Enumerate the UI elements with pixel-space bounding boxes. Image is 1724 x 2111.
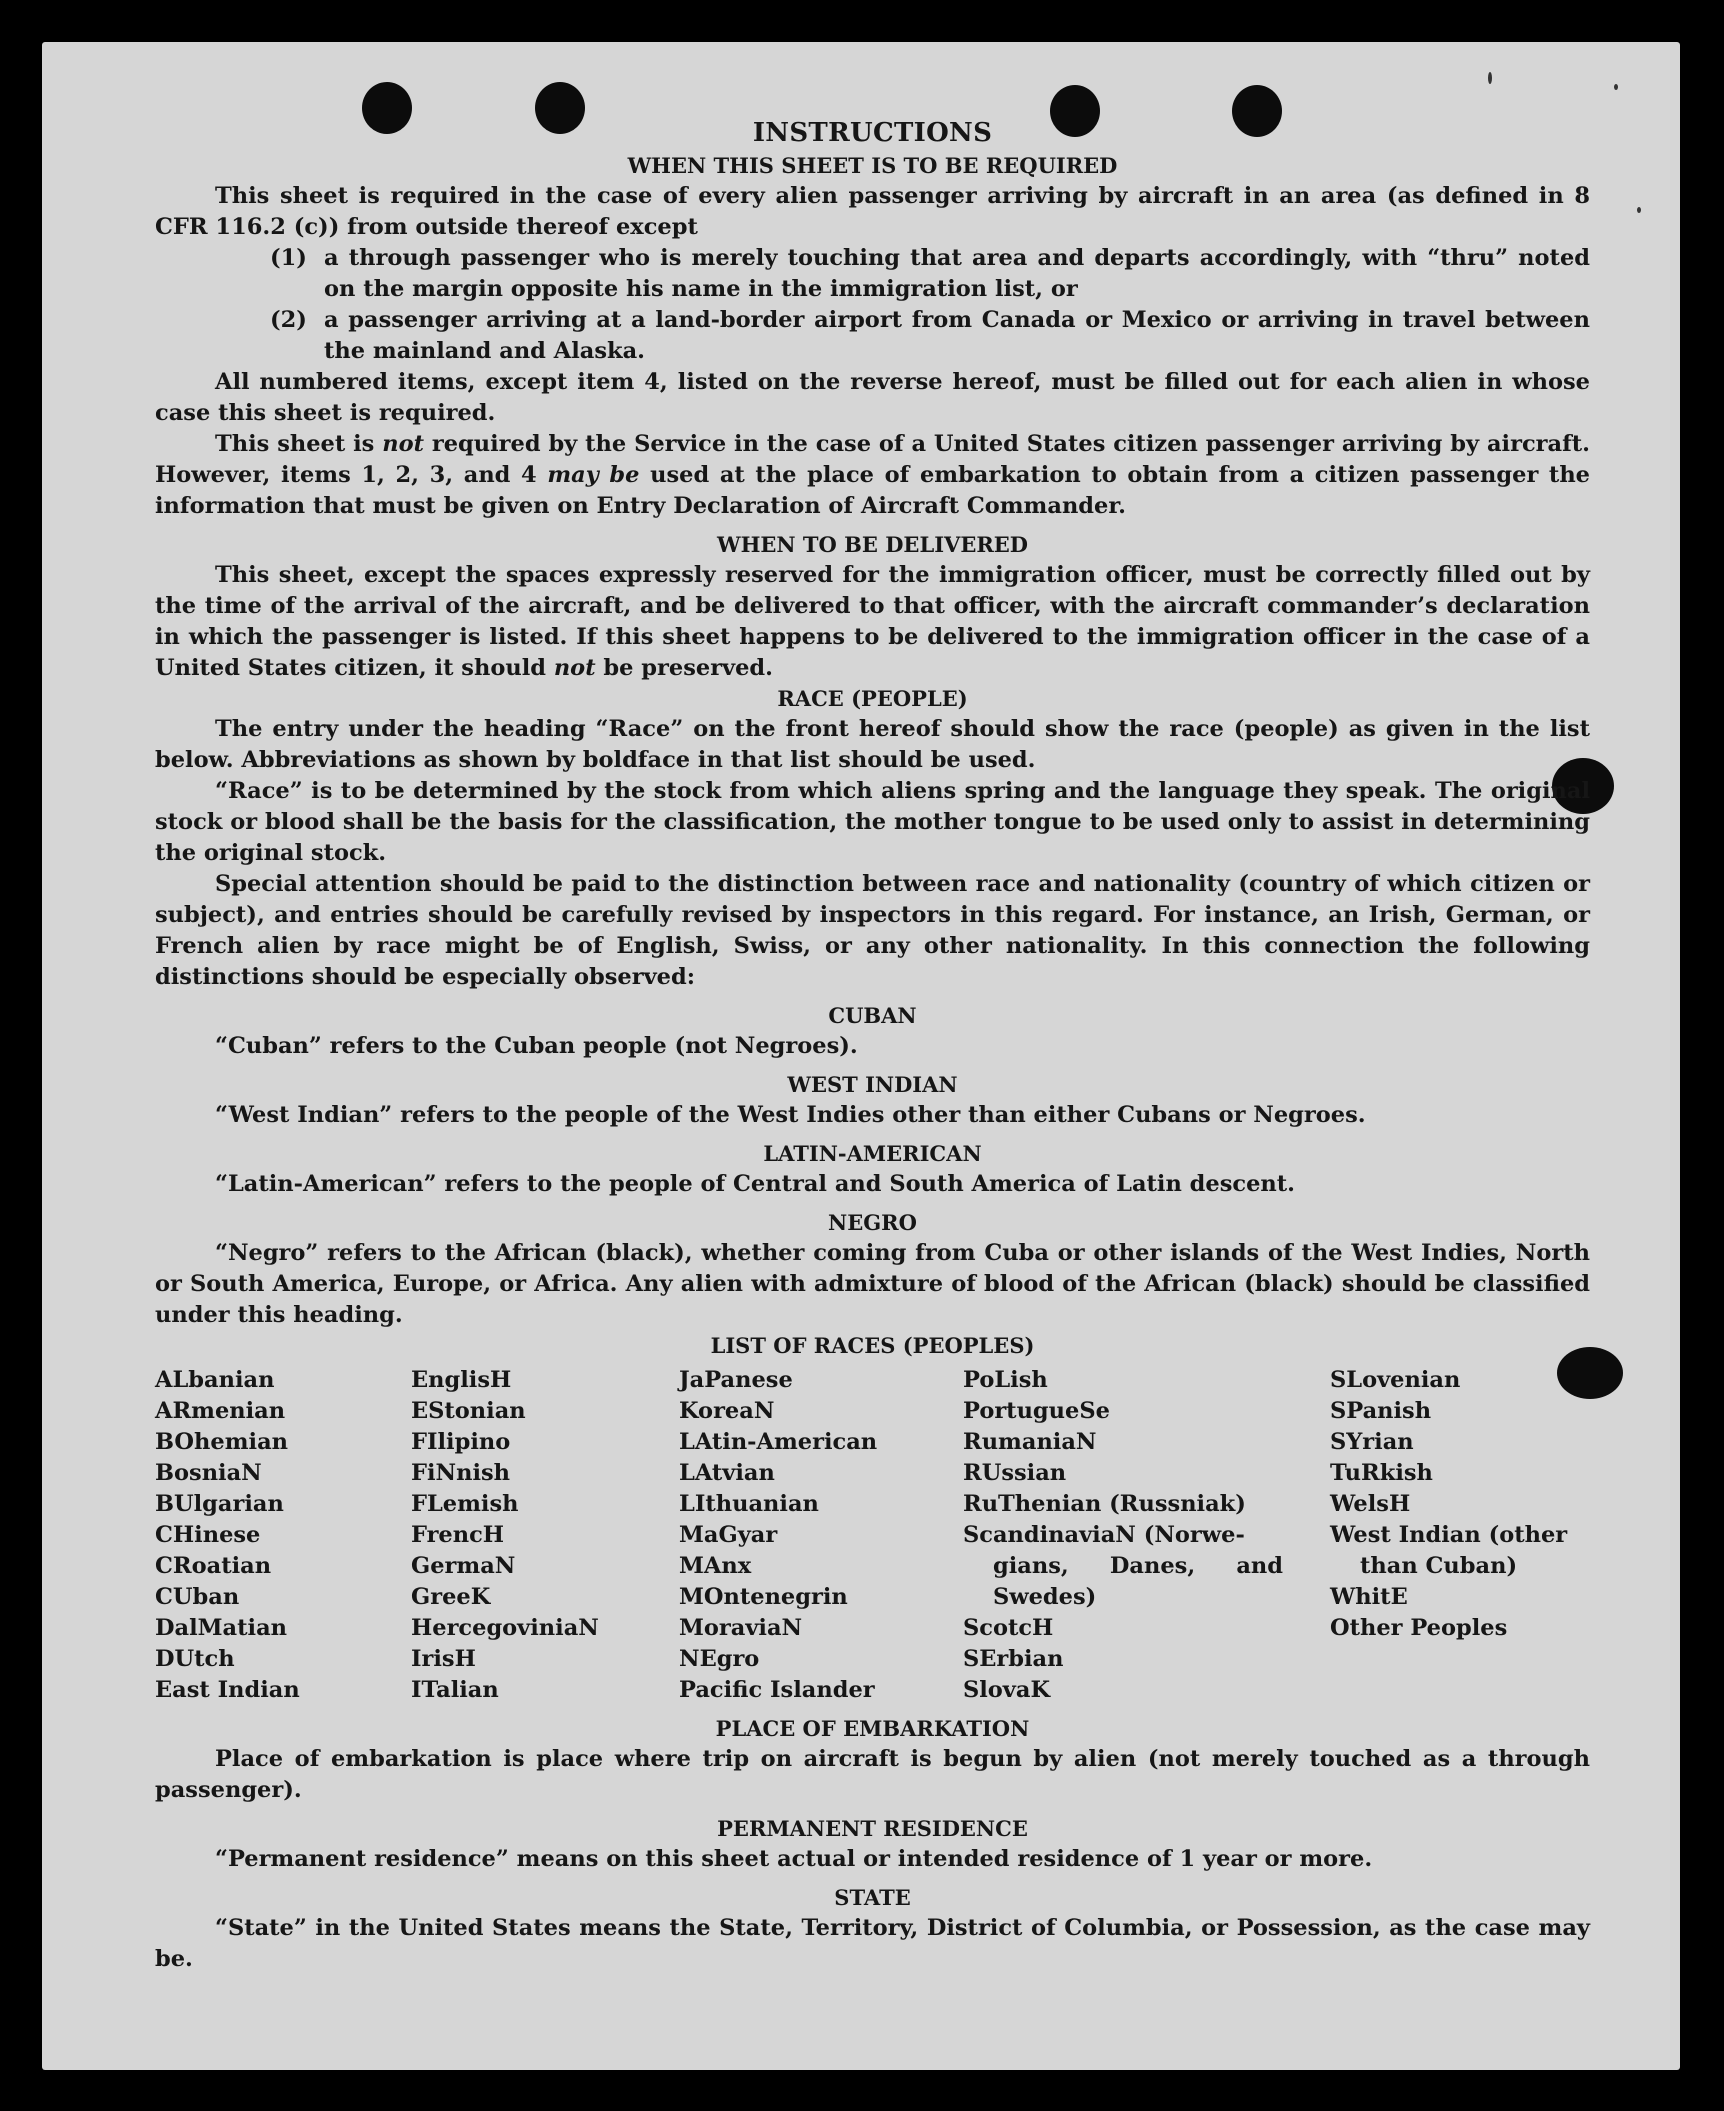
race-entry: West Indian (other [1330,1522,1568,1548]
heading-cuban: CUBAN [828,1003,917,1028]
race-entry: KoreaN [679,1398,775,1424]
race-entry: WhitE [1330,1584,1408,1610]
race-entry: MaGyar [679,1522,778,1548]
race-entry: East Indian [155,1677,300,1703]
race-entry: LAtin-American [679,1429,878,1455]
race-entry: LAtvian [679,1460,775,1486]
race-entry: CHinese [155,1522,261,1548]
race-entry: FrencH [411,1522,505,1548]
race-entry: Swedes) [993,1584,1097,1610]
race-entry: RumaniaN [963,1429,1097,1455]
race-entry: BUlgarian [155,1491,284,1517]
races-column-4 [963,1365,1330,1706]
race-entry: NEgro [679,1646,760,1672]
race-entry: ScandinaviaN (Norwe- [963,1522,1245,1548]
race-entry-wrap [963,1551,1330,1582]
embarkation-definition: Place of embarkation is place where trip on aircraft is begun by alien (not merely touched as a through passenger). [155,1746,1590,1803]
race-entry-wrap: than Cuban) [1360,1553,1518,1579]
races-list [155,1365,1590,1706]
race-entry: FiNnish [411,1460,511,1486]
negro-definition: “Negro” refers to the African (black), whether coming from Cuba or other islands of the West Indies, North or South America, Europe, or Africa. Any alien with admixture of blood of the African (black) should be classified under this heading. [155,1240,1590,1328]
races-column-1 [155,1365,411,1706]
exception-item [270,243,1590,305]
speck [1637,207,1641,213]
race-entry: ARmenian [155,1398,286,1424]
race-entry: TuRkish [1330,1460,1433,1486]
delivered-paragraph: This sheet, except the spaces expressly reserved for the immigration officer, must be correctly filled out by the time of the arrival of the aircraft, and be delivered to that officer, with the aircraft commander’s declaration in which the passenger is listed. If this sheet happens to be delivered to the immigration officer in the case of a United States citizen, it should not be preserved. [155,562,1590,681]
heading-state: STATE [834,1885,911,1910]
heading-when-delivered: WHEN TO BE DELIVERED [716,532,1028,557]
race-paragraph: Special attention should be paid to the distinction between race and nationality (country of which citizen or subject), and entries should be carefully revised by inspectors in this regard. For instance, an Irish, German, or French alien by race might be of English, Swiss, or any other nationality. In this connection the following distinctions should be especially observed: [155,871,1590,990]
race-entry: CUban [155,1584,240,1610]
race-entry: HercegoviniaN [411,1615,599,1641]
race-entry: WelsH [1330,1491,1411,1517]
race-entry-word: gians, [993,1553,1069,1579]
race-entry: IrisH [411,1646,476,1672]
race-entry: DalMatian [155,1615,288,1641]
race-entry: RuThenian (Russniak) [963,1491,1246,1517]
races-column-5 [1330,1365,1590,1706]
heading-negro: NEGRO [828,1210,917,1235]
race-entry: MOntenegrin [679,1584,848,1610]
heading-latin-american: LATIN-AMERICAN [763,1141,982,1166]
instructions-content [155,118,1590,1975]
race-entry: GreeK [411,1584,491,1610]
race-entry: BosniaN [155,1460,262,1486]
race-entry: RUssian [963,1460,1067,1486]
speck [1488,72,1492,84]
race-entry: FIlipino [411,1429,511,1455]
race-entry: SPanish [1330,1398,1432,1424]
item-text: a passenger arriving at a land-border airport from Canada or Mexico or arriving in travel between the mainland and Alaska. [324,307,1590,364]
west-indian-definition: “West Indian” refers to the people of the West Indies other than either Cubans or Negroes. [215,1102,1366,1128]
race-entry: FLemish [411,1491,519,1517]
race-entry: ITalian [411,1677,499,1703]
heading-list-of-races: LIST OF RACES (PEOPLES) [710,1333,1035,1358]
required-paragraph: This sheet is required in the case of every alien passenger arriving by aircraft in an area (as defined in 8 CFR 116.2 (c)) from outside thereof except [155,183,1590,240]
race-entry: ALbanian [155,1367,275,1393]
race-entry: BOhemian [155,1429,289,1455]
race-entry-word: Danes, [1109,1553,1196,1579]
item-number: (1) [270,245,307,271]
heading-permanent-residence: PERMANENT RESIDENCE [717,1816,1028,1841]
race-entry: JaPanese [679,1367,793,1393]
heading-west-indian: WEST INDIAN [787,1072,958,1097]
heading-race: RACE (PEOPLE) [777,686,968,711]
numbered-items-paragraph: All numbered items, except item 4, listed on the reverse hereof, must be filled out for each alien in whose case this sheet is required. [155,369,1590,426]
race-entry: CRoatian [155,1553,272,1579]
race-entry: MAnx [679,1553,752,1579]
race-entry: EStonian [411,1398,526,1424]
race-entry: SLovenian [1330,1367,1461,1393]
residence-definition: “Permanent residence” means on this sheet actual or intended residence of 1 year or more. [215,1846,1373,1872]
race-paragraph: The entry under the heading “Race” on the front hereof should show the race (people) as given in the list below. Abbreviations as shown by boldface in that list should be used. [155,716,1590,773]
citizen-paragraph: This sheet is not required by the Service in the case of a United States citizen passenger arriving by aircraft. However, items 1, 2, 3, and 4 may be used at the place of embarkation to obtain from a citizen passenger the information that must be given on Entry Declaration of Aircraft Commander. [155,431,1591,519]
heading-embarkation: PLACE OF EMBARKATION [715,1716,1030,1741]
state-definition: “State” in the United States means the State, Territory, District of Columbia, or Possession, as the case may be. [155,1915,1590,1972]
item-text: a through passenger who is merely touching that area and departs accordingly, with “thru” noted on the margin opposite his name in the immigration list, or [324,245,1590,302]
latin-american-definition: “Latin-American” refers to the people of Central and South America of Latin descent. [215,1171,1295,1197]
race-entry: PoLish [963,1367,1048,1393]
race-entry: EnglisH [411,1367,512,1393]
race-entry: SYrian [1330,1429,1414,1455]
race-entry: SlovaK [963,1677,1051,1703]
race-entry: SErbian [963,1646,1064,1672]
speck [1614,84,1618,90]
race-entry: Other Peoples [1330,1615,1508,1641]
race-entry: GermaN [411,1553,516,1579]
race-entry: MoraviaN [679,1615,803,1641]
item-number: (2) [270,307,307,333]
race-entry: LIthuanian [679,1491,819,1517]
race-entry: Pacific Islander [679,1677,875,1703]
race-entry: PortugueSe [963,1398,1110,1424]
race-entry: ScotcH [963,1615,1054,1641]
race-entry-word: and [1236,1553,1283,1579]
race-entry: DUtch [155,1646,235,1672]
races-column-3 [679,1365,963,1706]
cuban-definition: “Cuban” refers to the Cuban people (not Negroes). [215,1033,858,1059]
exception-item [270,305,1590,367]
page-title: INSTRUCTIONS [752,118,993,148]
race-paragraph: “Race” is to be determined by the stock from which aliens spring and the language they speak. The original stock or blood shall be the basis for the classification, the mother tongue to be used only to assist in determining the original stock. [155,778,1590,866]
heading-when-required: WHEN THIS SHEET IS TO BE REQUIRED [627,153,1118,178]
races-column-2 [411,1365,679,1706]
